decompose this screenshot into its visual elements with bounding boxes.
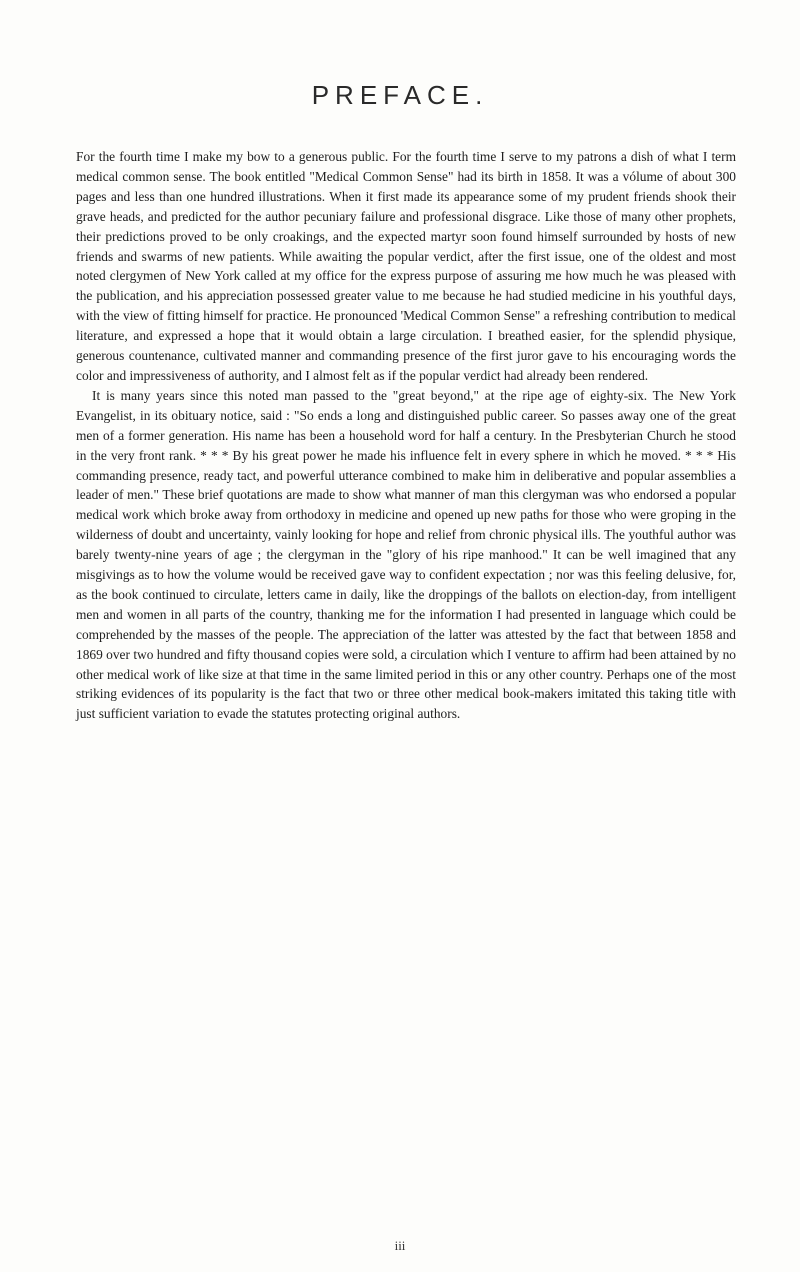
preface-body [76,147,736,724]
page-number: iii [394,1238,406,1253]
paragraph-1: For the fourth time I make my bow to a generous public. For the fourth time I serve to my patrons a dish of what I term medical common sense. The book entitled "Medical Common Sense" had its birth in 1858. It was a vólume of about 300 pages and less than one hundred illustrations. When it first made its appearance some of my prudent friends shook their grave heads, and predicted for the author pecuniary failure and professional disgrace. Like those of many other prophets, their predictions proved to be only croakings, and the expected martyr soon found himself surrounded by hosts of new friends and swarms of new patients. While awaiting the popular verdict, after the first issue, one of the oldest and most noted clergymen of New York called at my office for the express purpose of assuring me how much he was pleased with the publication, and his appreciation possessed greater value to me because he had studied medicine in his youthful days, with the view of fitting himself for practice. He pronounced 'Medical Common Sense" a refreshing contribution to medical literature, and expressed a hope that it would obtain a large circulation. I breathed easier, for the splendid physique, generous countenance, cultivated manner and commanding presence of the first juror gave to his encouraging words the color and impressiveness of authority, and I almost felt as if the popular verdict had already been rendered. [76,149,736,383]
page-heading: PREFACE. [311,80,489,110]
paragraph-2: It is many years since this noted man passed to the "great beyond," at the ripe age of eighty-six. The New York Evangelist, in its obituary notice, said : "So ends a long and distinguished public career. So passes away one of the great men of a former generation. His name has been a household word for half a century. In the Presbyterian Church he stood in the very front rank. * * * By his great power he made his influence felt in every sphere in which he moved. * * * His commanding presence, ready tact, and powerful utterance combined to make him in deliberative and popular assemblies a leader of men." These brief quotations are made to show what manner of man this clergyman was who endorsed a popular medical work which broke away from orthodoxy in medicine and opened up new paths for those who were groping in the wilderness of doubt and uncertainty, vainly looking for hope and relief from chronic physical ills. The youthful author was barely twenty-nine years of age ; the clergyman in the "glory of his ripe manhood." It can be well imagined that any misgivings as to how the volume would be received gave way to confident expectation ; nor was this feeling delusive, for, as the book continued to circulate, letters came in daily, like the droppings of the ballots on election-day, from intelligent men and women in all parts of the country, thanking me for the information I had presented in language which could be comprehended by the masses of the people. The appreciation of the latter was attested by the fact that between 1858 and 1869 over two hundred and fifty thousand copies were sold, a circulation which I venture to affirm had been attained by no other medical work of like size at that time in the same limited period in this or any other country. Perhaps one of the most striking evidences of its popularity is the fact that two or three other medical book-makers imitated this taking title with just sufficient variation to evade the statutes protecting original authors. [76,387,736,722]
